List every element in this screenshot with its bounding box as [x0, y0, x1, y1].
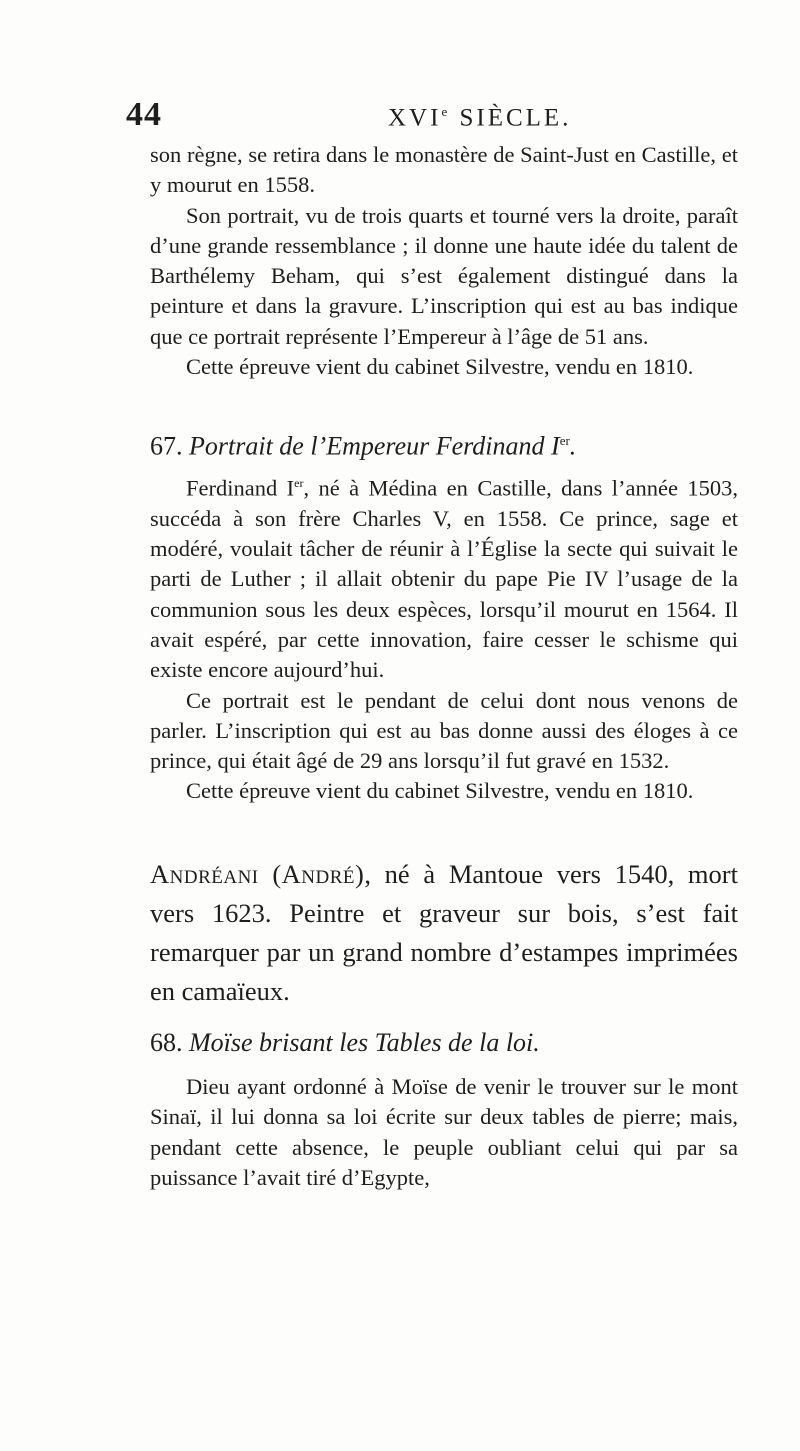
paragraph-rest: , né à Médina en Castille, dans l’année 1503, succéda à son frère Charles V, en 1558. Ce prince, sage et modéré, voulait tâcher de réunir à l’Église la secte qui suivait le parti de Luther ; il allait obtenir du pape Pie IV l’usage de la communion sous les deux espèces, lorsqu’il mourut en 1564. Il avait espéré, par cette innovation, faire cesser le schisme qui existe encore aujourd’hui. [150, 475, 738, 683]
title-roman: XVI [388, 104, 442, 132]
text-block-1 [150, 140, 738, 382]
paragraph [150, 468, 738, 686]
paragraph: Son portrait, vu de trois quarts et tourné vers la droite, paraît d’une grande ressemblance ; il donne une haute idée du talent de Barthélemy Beham, qui s’est également distingué dans la peinture et dans la gravure. L’inscription qui est au bas indique que ce portrait représente l’Empereur à l’âge de 51 ans. [150, 202, 738, 349]
paragraph-start: Ferdinand I [186, 475, 295, 501]
text-block-3 [150, 1072, 738, 1193]
running-title [388, 104, 571, 132]
entry-heading-68 [150, 1026, 750, 1060]
paragraph-sup: er [294, 476, 304, 490]
entry-number: 67. [150, 431, 183, 461]
entry-title-end: . [569, 431, 577, 461]
paragraph: Cette épreuve vient du cabinet Silvestre, vendu en 1810. [186, 354, 694, 380]
artist-text: , né à Mantoue vers 1540, mort vers 1623. Peintre et graveur sur bois, s’est fait remarquer par un grand nombre d’estampes imprimées en camaïeux. [150, 859, 738, 1006]
paragraph: Ce portrait est le pendant de celui dont nous venons de parler. L’inscription qui est au bas donne aussi des éloges à ce prince, qui était âgé de 29 ans lorsqu’il fut gravé en 1532. [150, 687, 738, 774]
artist-paragraph [150, 855, 738, 1011]
artist-firstname: (André) [272, 859, 365, 889]
title-rest: SIÈCLE. [450, 104, 572, 132]
entry-title: Moïse brisant les Tables de la loi. [182, 1028, 540, 1057]
entry-number: 68. [150, 1028, 183, 1057]
paragraph: Cette épreuve vient du cabinet Silvestre, vendu en 1810. [186, 778, 694, 804]
entry-title-sup: er [559, 433, 570, 448]
entry-heading-67 [150, 424, 750, 464]
entry-title: Portrait de l’Empereur Ferdinand I [182, 431, 560, 461]
title-sup: e [441, 104, 451, 119]
artist-name: Andréani [150, 859, 259, 889]
artist-entry [150, 855, 738, 1011]
running-head [126, 96, 746, 136]
paragraph: Dieu ayant ordonné à Moïse de venir le trouver sur le mont Sinaï, il lui donna sa loi écrite sur deux tables de pierre; mais, pendant cette absence, le peuple oubliant celui qui par sa puissance l’avait tiré d’Egypte, [150, 1074, 738, 1190]
page-number: 44 [126, 96, 162, 133]
paragraph: son règne, se retira dans le monastère de Saint-Just en Castille, et y mourut en 1558. [150, 142, 738, 198]
text-block-2 [150, 468, 738, 807]
